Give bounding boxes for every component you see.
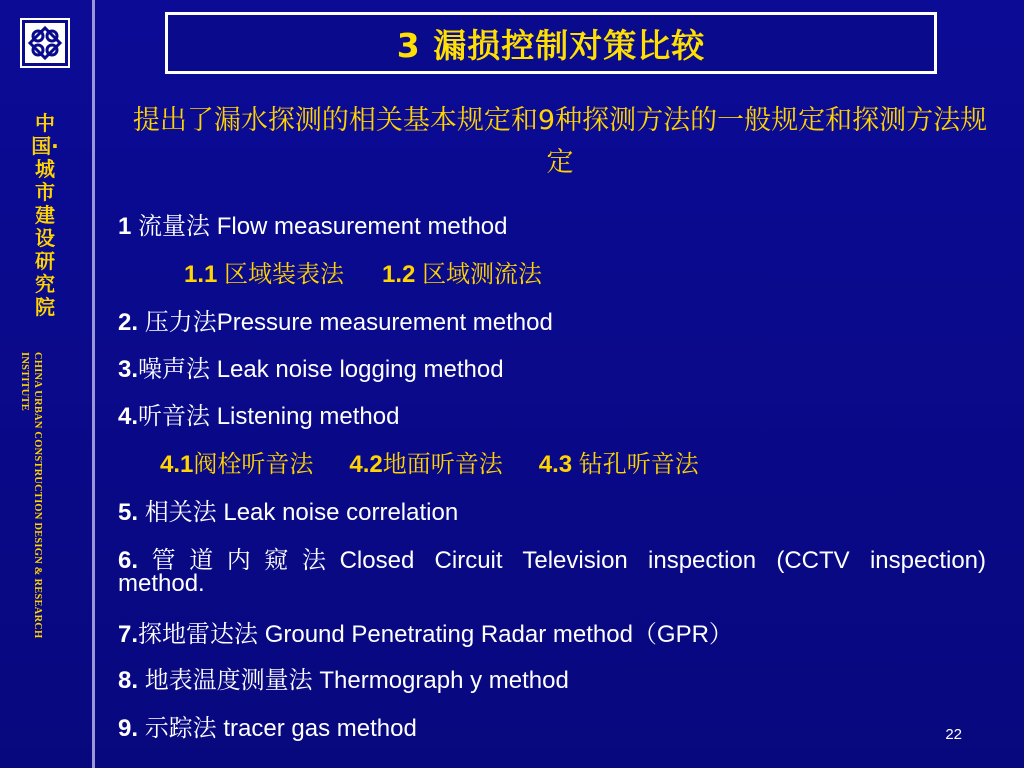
list-item [118, 498, 458, 527]
institute-name-char: 设 [35, 226, 55, 250]
sidebar [0, 0, 92, 768]
method-name-cn: 地表温度测量法 [144, 666, 313, 694]
method-number: 2. [118, 309, 139, 336]
institute-name-char: 市 [35, 180, 55, 204]
method-name-cn: 探地雷达法 [138, 620, 259, 648]
method-number: 3. [118, 356, 139, 383]
method-number: 6. [118, 547, 139, 574]
method-name-cn: 流量法 [138, 212, 211, 240]
sub-method-row [184, 260, 542, 289]
method-name-cn: 相关法 [144, 498, 217, 526]
list-item [118, 714, 417, 743]
sub-method [160, 451, 313, 478]
title-box [165, 12, 937, 74]
method-name-en: Leak noise logging method [216, 356, 504, 383]
method-name-en: Pressure measurement method [216, 309, 553, 336]
institute-name-cn [30, 112, 60, 319]
list-item [118, 308, 553, 337]
method-name-en: Leak noise correlation [223, 499, 459, 526]
sub-method-name: 区域装表法 [224, 260, 345, 288]
method-name-en: Closed Circuit Television inspection (CCTV inspection) [339, 547, 987, 574]
method-name-en: Flow measurement method [216, 213, 508, 240]
sub-method-number: 4.1 [160, 451, 194, 478]
institute-name-char: 国· [31, 134, 59, 158]
sub-method-name: 阀栓听音法 [193, 450, 314, 478]
list-item [118, 546, 987, 597]
method-number: 8. [118, 667, 139, 694]
institute-name-char: 究 [35, 272, 55, 296]
institute-name-char: 研 [35, 249, 55, 273]
method-number: 9. [118, 715, 139, 742]
institute-name-en: CHINA URBAN CONSTRUCTION DESIGN & RESEARCH INSTITUTE [19, 352, 43, 639]
list-item [118, 355, 504, 384]
sub-method-row [160, 450, 699, 479]
method-name-cn: 管道内窥法 [138, 546, 340, 574]
method-name-en: Ground Penetrating Radar method（GPR） [264, 621, 733, 648]
sub-method-number: 4.3 [538, 451, 579, 478]
list-item [118, 666, 569, 695]
sub-method-name: 钻孔听音法 [578, 450, 699, 478]
list-item [118, 402, 399, 431]
method-name-cn: 听音法 [138, 402, 211, 430]
sub-method-name: 地面听音法 [382, 450, 503, 478]
sub-method [184, 261, 344, 288]
sidebar-divider [92, 0, 95, 768]
sub-method [382, 261, 542, 288]
institute-name-char: 中 [35, 111, 55, 135]
institute-name-char: 建 [35, 203, 55, 227]
slide-title: 3 漏损控制对策比较 [396, 25, 706, 65]
page-number: 22 [945, 726, 962, 743]
sub-method-number: 1.1 [184, 261, 225, 288]
sub-method-number: 4.2 [349, 451, 383, 478]
sub-method-number: 1.2 [382, 261, 423, 288]
list-item-continuation: method. [118, 570, 205, 597]
institute-name-char: 城 [35, 157, 55, 181]
method-name-en: Listening method [216, 403, 400, 430]
method-number: 1 [118, 213, 132, 240]
list-item [118, 212, 508, 241]
method-name-en: tracer gas method [223, 715, 417, 742]
method-name-cn: 示踪法 [144, 714, 217, 742]
sub-method [349, 451, 502, 478]
method-number: 7. [118, 621, 139, 648]
sub-method-name: 区域测流法 [422, 260, 543, 288]
method-name-cn: 压力法 [144, 308, 217, 336]
institute-name-char: 院 [35, 295, 55, 319]
list-item [118, 620, 733, 649]
method-name-en: Thermograph y method [319, 667, 569, 694]
knot-emblem-icon [20, 18, 70, 68]
method-name-cn: 噪声法 [138, 355, 211, 383]
method-number: 4. [118, 403, 139, 430]
method-number: 5. [118, 499, 139, 526]
sub-method [539, 451, 699, 478]
slide-subtitle: 提出了漏水探测的相关基本规定和9种探测方法的一般规定和探测方法规定 [132, 105, 988, 178]
